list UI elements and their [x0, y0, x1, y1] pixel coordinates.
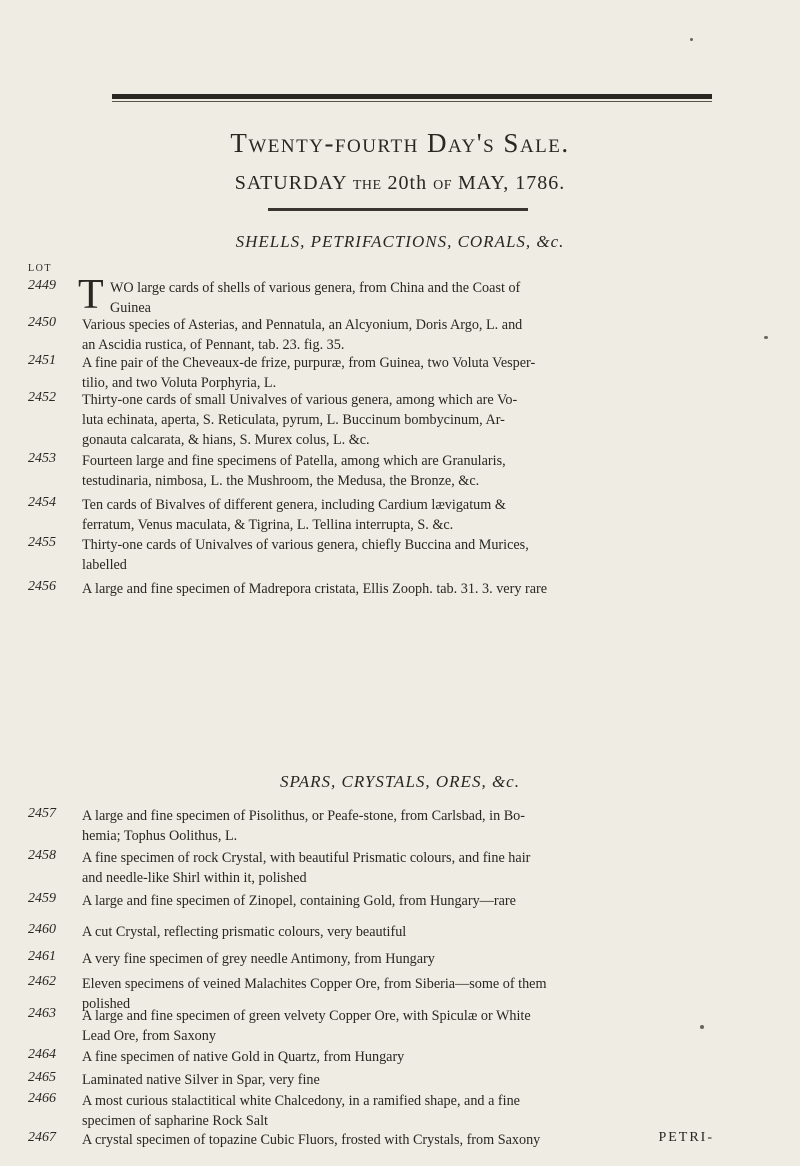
lot-number: 2458 — [28, 848, 56, 863]
lot-description — [82, 1006, 782, 1046]
lot-number: 2452 — [28, 390, 56, 405]
lot-line: Ten cards of Bivalves of different genera, including Cardium lævigatum & — [82, 497, 506, 513]
middle-rule — [268, 208, 528, 211]
catchword: PETRI- — [658, 1130, 714, 1145]
lot-line: an Ascidia rustica, of Pennant, tab. 23. fig. 35. — [82, 337, 345, 353]
lot-description — [82, 806, 782, 846]
lot-number: 2461 — [28, 949, 56, 964]
lot-number: 2460 — [28, 922, 56, 937]
lot-line: luta echinata, aperta, S. Reticulata, pyrum, L. Buccinum bombycinum, Ar- — [82, 412, 505, 428]
lot-line: A fine specimen of native Gold in Quartz, from Hungary — [82, 1049, 405, 1065]
lot-number: 2456 — [28, 579, 56, 594]
lot-description — [82, 579, 782, 599]
paper-speck — [690, 38, 693, 41]
lot-number: 2450 — [28, 315, 56, 330]
lot-line: A cut Crystal, reflecting prismatic colours, very beautiful — [82, 924, 407, 940]
lot-line: A fine specimen of rock Crystal, with beautiful Prismatic colours, and fine hair — [82, 850, 531, 866]
paper-speck — [700, 1025, 704, 1029]
date-the: THE — [352, 178, 382, 193]
date-year: 1786. — [515, 172, 566, 194]
lot-line: hemia; Tophus Oolithus, L. — [82, 828, 238, 844]
lot-description — [82, 353, 782, 393]
lot-line: Laminated native Silver in Spar, very fine — [82, 1072, 320, 1088]
lot-description — [82, 535, 782, 575]
lot-number: 2462 — [28, 974, 56, 989]
lot-line: polished — [82, 996, 131, 1012]
lot-number: 2455 — [28, 535, 56, 550]
lot-description — [82, 451, 782, 491]
section-heading-spars: SPARS, CRYSTALS, ORES, &c. — [280, 772, 520, 791]
lot-number: 2454 — [28, 495, 56, 510]
lot-line: A fine pair of the Cheveaux-de frize, purpuræ, from Guinea, two Voluta Vesper- — [82, 355, 536, 371]
lot-description — [82, 1047, 782, 1067]
lot-line: labelled — [82, 557, 127, 573]
lot-line: testudinaria, nimbosa, L. the Mushroom, the Medusa, the Bronze, &c. — [82, 473, 480, 489]
date-day: SATURDAY — [234, 172, 347, 194]
lot-line: tilio, and two Voluta Porphyria, L. — [82, 375, 277, 391]
lot-number: 2451 — [28, 353, 56, 368]
section-heading-shells: SHELLS, PETRIFACTIONS, CORALS, &c. — [235, 232, 565, 251]
lot-description — [82, 949, 782, 969]
lot-number: 2453 — [28, 451, 56, 466]
lot-line: Various species of Asterias, and Pennatula, an Alcyonium, Doris Argo, L. and — [82, 317, 523, 333]
lot-line: A large and fine specimen of green velvety Copper Ore, with Spiculæ or White — [82, 1008, 531, 1024]
lot-number: 2457 — [28, 806, 56, 821]
date-num: 20th — [387, 172, 428, 194]
top-rule-thin — [112, 101, 712, 102]
lot-description — [82, 390, 782, 450]
lot-line: gonauta calcarata, & hians, S. Murex colus, L. &c. — [82, 432, 370, 448]
lot-number: 2467 — [28, 1130, 56, 1145]
lot-line: Fourteen large and fine specimens of Patella, among which are Granularis, — [82, 453, 506, 469]
lot-line: Thirty-one cards of small Univalves of various genera, among which are Vo- — [82, 392, 518, 408]
lot-column-label: LOT — [28, 263, 52, 274]
date-of: OF — [433, 178, 453, 193]
lot-line: Lead Ore, from Saxony — [82, 1028, 216, 1044]
lot-line: A large and fine specimen of Pisolithus, or Peafe-stone, from Carlsbad, in Bo- — [82, 808, 526, 824]
lot-description — [82, 848, 782, 888]
lot-line: ferratum, Venus maculata, & Tigrina, L. Tellina interrupta, S. &c. — [82, 517, 454, 533]
lot-number: 2466 — [28, 1091, 56, 1106]
lot-description — [82, 891, 782, 911]
lot-description — [82, 495, 782, 535]
drop-cap: T — [78, 272, 104, 318]
lot-number: 2465 — [28, 1070, 56, 1085]
top-rule — [112, 94, 712, 99]
lot-number: 2463 — [28, 1006, 56, 1021]
sale-title: Twenty-fourth Day's Sale. — [230, 128, 570, 158]
lot-description — [82, 315, 782, 355]
lot-line: Eleven specimens of veined Malachites Copper Ore, from Siberia—some of them — [82, 976, 547, 992]
lot-description — [82, 1070, 782, 1090]
lot-number: 2449 — [28, 278, 56, 293]
paper-speck — [764, 336, 768, 339]
lot-line: A crystal specimen of topazine Cubic Fluors, frosted with Crystals, from Saxony — [82, 1132, 541, 1148]
lot-line: Guinea — [110, 300, 151, 316]
lot-number: 2459 — [28, 891, 56, 906]
lot-line: A very fine specimen of grey needle Antimony, from Hungary — [82, 951, 435, 967]
lot-line: specimen of sapharine Rock Salt — [82, 1113, 268, 1129]
date-month: MAY, — [458, 172, 510, 194]
lot-line: WO large cards of shells of various genera, from China and the Coast of — [110, 280, 521, 296]
sale-date — [0, 172, 800, 195]
lot-line: Thirty-one cards of Univalves of various genera, chiefly Buccina and Murices, — [82, 537, 529, 553]
lot-description — [78, 272, 782, 318]
lot-number: 2464 — [28, 1047, 56, 1062]
lot-description — [82, 922, 782, 942]
lot-line: and needle-like Shirl within it, polished — [82, 870, 307, 886]
lot-line: A large and fine specimen of Madrepora cristata, Ellis Zooph. tab. 31. 3. very rare — [82, 581, 548, 597]
lot-line: A large and fine specimen of Zinopel, containing Gold, from Hungary—rare — [82, 893, 516, 909]
lot-description — [82, 1091, 782, 1131]
lot-line: A most curious stalactitical white Chalcedony, in a ramified shape, and a fine — [82, 1093, 520, 1109]
